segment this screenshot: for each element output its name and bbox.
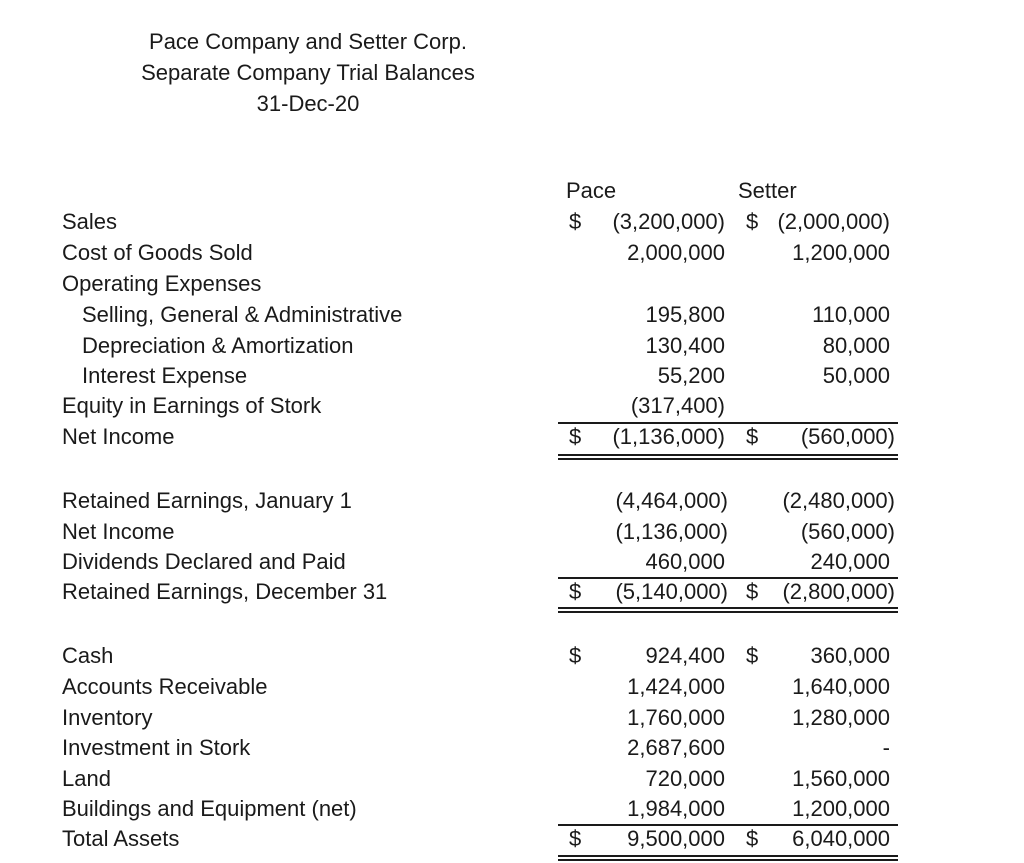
setter-value: 6,040,000 xyxy=(792,826,890,851)
table-row xyxy=(0,361,1024,391)
pace-dollar-sign: $ xyxy=(569,643,582,668)
column-header-pace: Pace xyxy=(566,178,617,203)
pace-value: (317,400) xyxy=(630,393,725,418)
pace-value: 1,984,000 xyxy=(627,796,725,821)
pace-value: 924,400 xyxy=(645,643,725,668)
total-double-rule-bottom xyxy=(558,458,898,460)
setter-value: (2,000,000) xyxy=(777,209,890,234)
row-label: Equity in Earnings of Stork xyxy=(62,393,322,418)
table-row xyxy=(0,269,1024,299)
report-subtitle: Separate Company Trial Balances xyxy=(141,60,475,85)
row-label: Cost of Goods Sold xyxy=(62,240,253,265)
setter-value: 110,000 xyxy=(812,302,890,327)
row-label: Retained Earnings, January 1 xyxy=(62,488,352,513)
pace-value: 2,000,000 xyxy=(627,240,725,265)
setter-value: 360,000 xyxy=(810,643,890,668)
pace-value: 1,760,000 xyxy=(627,705,725,730)
column-header-row xyxy=(0,176,1024,206)
row-label: Retained Earnings, December 31 xyxy=(62,579,388,604)
pace-dollar-sign: $ xyxy=(569,424,582,449)
setter-value: 1,640,000 xyxy=(792,674,890,699)
table-row xyxy=(0,641,1024,671)
table-row xyxy=(0,331,1024,361)
company-names: Pace Company and Setter Corp. xyxy=(149,29,467,54)
table-row xyxy=(0,547,1024,577)
setter-value: - xyxy=(882,735,890,760)
pace-value: 55,200 xyxy=(657,363,725,388)
pace-value: (3,200,000) xyxy=(612,209,725,234)
setter-value: 240,000 xyxy=(810,549,890,574)
setter-value: (2,800,000) xyxy=(782,579,895,604)
row-label: Total Assets xyxy=(62,826,180,851)
setter-dollar-sign: $ xyxy=(746,209,759,234)
setter-value: 1,560,000 xyxy=(792,766,890,791)
table-row xyxy=(0,824,1024,854)
setter-value: (560,000) xyxy=(800,519,895,544)
row-label: Net Income xyxy=(62,424,175,449)
row-label: Operating Expenses xyxy=(62,271,262,296)
table-row xyxy=(0,794,1024,824)
row-label: Buildings and Equipment (net) xyxy=(62,796,357,821)
row-label: Investment in Stork xyxy=(62,735,251,760)
setter-dollar-sign: $ xyxy=(746,826,759,851)
setter-dollar-sign: $ xyxy=(746,579,759,604)
pace-value: (4,464,000) xyxy=(615,488,728,513)
table-row xyxy=(0,577,1024,607)
pace-value: (5,140,000) xyxy=(615,579,728,604)
row-label: Cash xyxy=(62,643,114,668)
pace-dollar-sign: $ xyxy=(569,209,582,234)
setter-dollar-sign: $ xyxy=(746,424,759,449)
row-label: Selling, General & Administrative xyxy=(82,302,403,327)
table-row xyxy=(0,207,1024,237)
table-row xyxy=(0,517,1024,547)
setter-value: (560,000) xyxy=(800,424,895,449)
total-double-rule-top xyxy=(558,855,898,857)
setter-value: 80,000 xyxy=(822,333,890,358)
pace-dollar-sign: $ xyxy=(569,579,582,604)
row-label: Inventory xyxy=(62,705,153,730)
row-label: Interest Expense xyxy=(82,363,248,388)
setter-value: 50,000 xyxy=(822,363,890,388)
table-row xyxy=(0,486,1024,516)
total-double-rule-top xyxy=(558,454,898,456)
row-label: Dividends Declared and Paid xyxy=(62,549,346,574)
table-row xyxy=(0,764,1024,794)
pace-value: 720,000 xyxy=(645,766,725,791)
column-header-setter: Setter xyxy=(738,178,797,203)
total-double-rule-top xyxy=(558,607,898,609)
pace-value: 1,424,000 xyxy=(627,674,725,699)
total-double-rule-bottom xyxy=(558,859,898,861)
setter-value: (2,480,000) xyxy=(782,488,895,513)
pace-value: (1,136,000) xyxy=(612,424,725,449)
table-row xyxy=(0,672,1024,702)
pace-value: 2,687,600 xyxy=(627,735,725,760)
row-label: Land xyxy=(62,766,111,791)
table-row xyxy=(0,238,1024,268)
row-label: Net Income xyxy=(62,519,175,544)
pace-value: 9,500,000 xyxy=(627,826,725,851)
total-double-rule-bottom xyxy=(558,611,898,613)
table-row xyxy=(0,703,1024,733)
pace-value: 460,000 xyxy=(645,549,725,574)
setter-value: 1,200,000 xyxy=(792,240,890,265)
row-label: Depreciation & Amortization xyxy=(82,333,354,358)
setter-value: 1,200,000 xyxy=(792,796,890,821)
table-row xyxy=(0,391,1024,421)
table-row xyxy=(0,300,1024,330)
pace-value: 195,800 xyxy=(645,302,725,327)
pace-dollar-sign: $ xyxy=(569,826,582,851)
report-title xyxy=(90,26,526,119)
table-row xyxy=(0,422,1024,452)
row-label: Accounts Receivable xyxy=(62,674,268,699)
setter-value: 1,280,000 xyxy=(792,705,890,730)
table-row xyxy=(0,733,1024,763)
setter-dollar-sign: $ xyxy=(746,643,759,668)
row-label: Sales xyxy=(62,209,118,234)
pace-value: (1,136,000) xyxy=(615,519,728,544)
report-date: 31-Dec-20 xyxy=(256,91,360,116)
pace-value: 130,400 xyxy=(645,333,725,358)
